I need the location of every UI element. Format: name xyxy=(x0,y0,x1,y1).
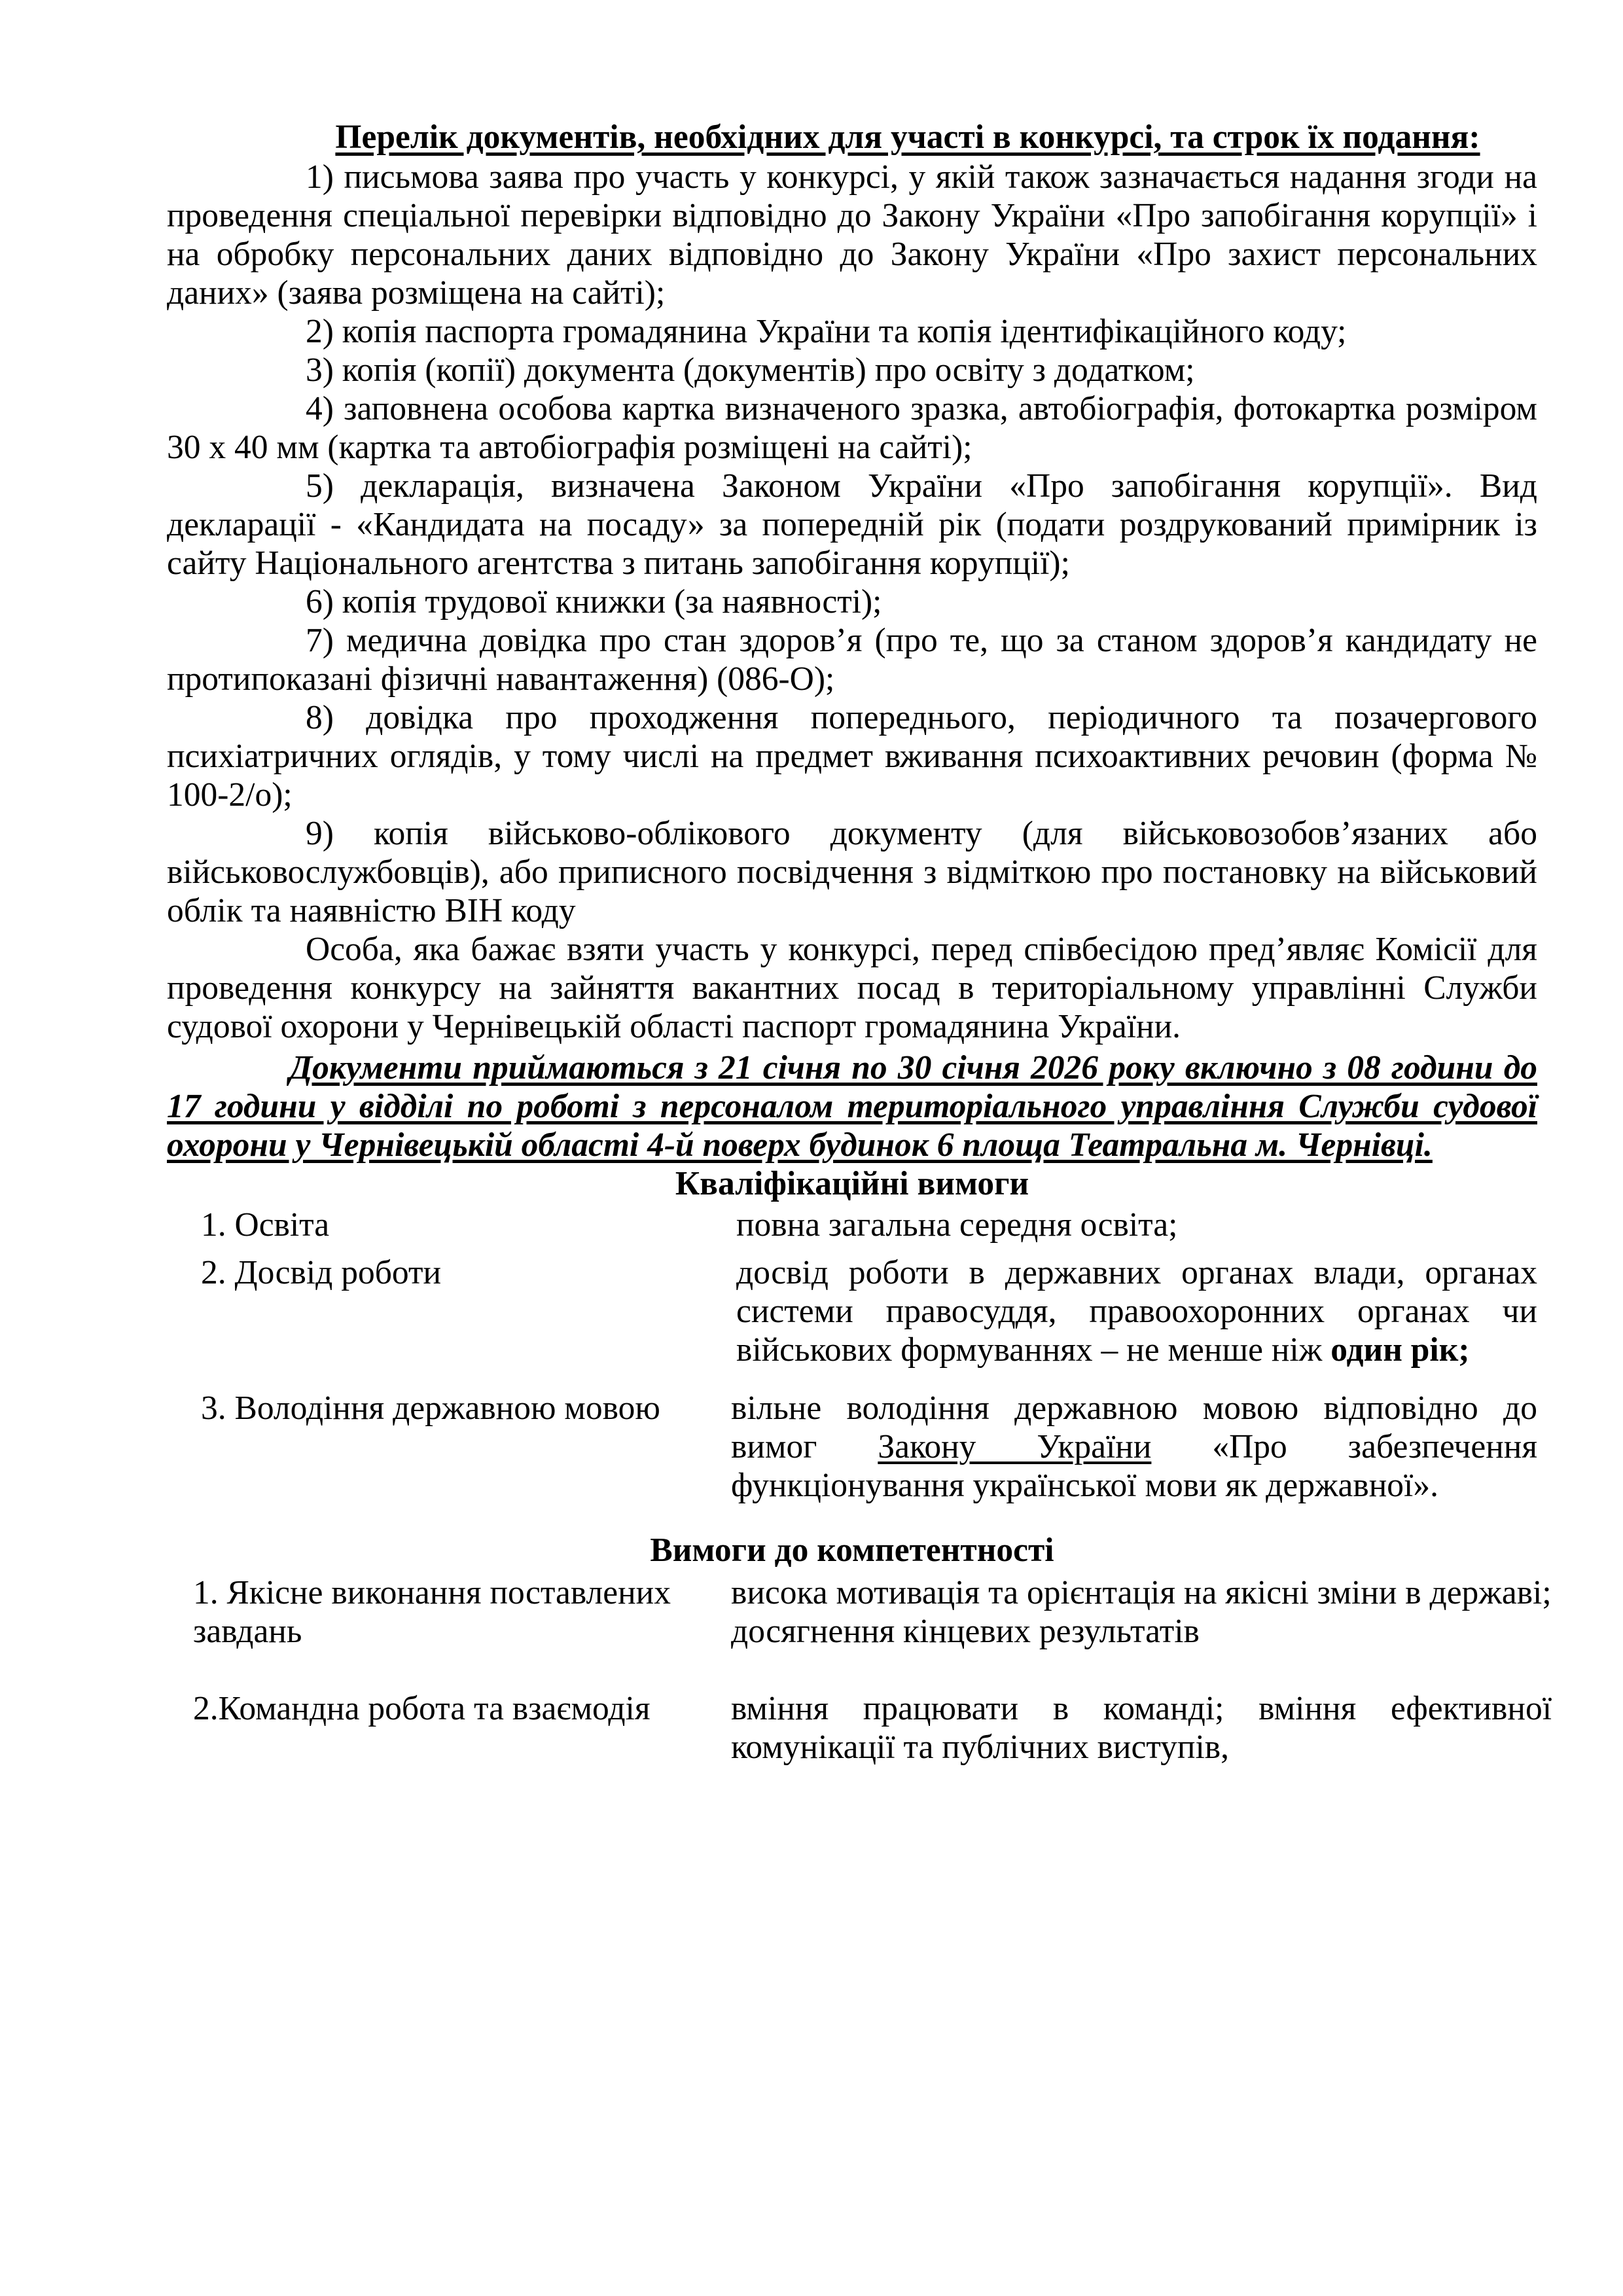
qualification-requirements-heading: Кваліфікаційні вимоги xyxy=(675,1165,1029,1202)
list-item: 8) довідка про проходження попереднього, періодичного та позачергового психіатричних оглядів, у тому числі на предмет вживання психоактивних речовин (форма № 100-2/о); xyxy=(167,699,1537,814)
competence-requirements-table xyxy=(167,1573,1552,1767)
submission-notice: Документи приймаються з 21 січня по 30 січня 2026 року включно з 08 години до 17 години у відділі по роботі з персоналом територіального управління Служби судової охорони у Чернівецькій області 4-й поверх будинок 6 площа Театральна м. Чернівці. xyxy=(167,1049,1537,1164)
requirement-value-text: вільне володіння державною мовою відповідно до вимог xyxy=(731,1390,1537,1465)
interview-note: Особа, яка бажає взяти участь у конкурсі, перед співбесідою пред’являє Комісії для проведення конкурсу на зайняття вакантних посад в територіальному управлінні Служби судової охорони у Чернівецькій області паспорт громадянина України. xyxy=(167,931,1537,1045)
requirement-row-education xyxy=(167,1206,1537,1244)
requirement-value xyxy=(731,1389,1537,1505)
competence-label: 2.Командна робота та взаємодія xyxy=(193,1690,651,1727)
requirement-label: 1. Освіта xyxy=(201,1206,330,1244)
list-item: 1) письмова заява про участь у конкурсі, у якій також зазначається надання згоди на проведення спеціальної перевірки відповідно до Закону України «Про запобігання корупції» і на обробку персональних даних відповідно до Закону України «Про захист персональних даних» (заява розміщена на сайті); xyxy=(167,158,1537,312)
requirement-label: 3. Володіння державною мовою xyxy=(201,1390,660,1427)
list-item: 3) копія (копії) документа (документів) про освіту з додатком; xyxy=(306,351,1195,389)
requirement-value-text: «Про забезпечення функціонування української мови як державної». xyxy=(731,1428,1538,1504)
requirement-row-language xyxy=(167,1389,1537,1505)
law-link[interactable]: Закону України xyxy=(878,1428,1152,1465)
requirement-value-text: досвід роботи в державних органах влади, органах системи правосуддя, правоохоронних органах чи військових формуваннях – не менше ніж xyxy=(736,1254,1537,1369)
list-item: 9) копія військово-облікового документу (для військовозобов’язаних або військовослужбовців), або приписного посвідчення з відміткою про постановку на військовий облік та наявністю ВІН коду xyxy=(167,815,1537,929)
competence-value: вміння працювати в команді; вміння ефективної комунікації та публічних виступів, xyxy=(731,1690,1552,1766)
competence-row-teamwork xyxy=(167,1689,1552,1767)
list-item: 5) декларація, визначена Законом України «Про запобігання корупції». Вид декларації - «Кандидата на посаду» за попередній рік (подати роздрукований примірник із сайту Національного агентства з питань запобігання корупції); xyxy=(167,467,1537,582)
competence-label: 1. Якісне виконання поставлених завдань xyxy=(193,1574,671,1650)
competence-value-line: висока мотивація та орієнтація на якісні зміни в державі; xyxy=(731,1574,1552,1611)
list-item: 2) копія паспорта громадянина України та копія ідентифікаційного коду; xyxy=(306,313,1347,350)
requirement-label: 2. Досвід роботи xyxy=(201,1254,442,1291)
competence-row-quality xyxy=(167,1573,1552,1651)
requirement-row-experience xyxy=(167,1253,1537,1369)
requirement-value-emphasis: один рік; xyxy=(1330,1331,1470,1369)
list-item: 6) копія трудової книжки (за наявності); xyxy=(306,583,882,620)
document-content xyxy=(167,117,1552,1767)
qualification-requirements-table xyxy=(167,1206,1537,1505)
document-title: Перелік документів, необхідних для участі в конкурсі, та строк їх подання: xyxy=(335,118,1480,156)
competence-requirements-heading: Вимоги до компетентності xyxy=(650,1532,1054,1569)
requirement-value: повна загальна середня освіта; xyxy=(736,1206,1178,1244)
documents-list xyxy=(167,158,1537,930)
list-item: 4) заповнена особова картка визначеного зразка, автобіографія, фотокартка розміром 30 х 40 мм (картка та автобіографія розміщені на сайті); xyxy=(167,390,1537,466)
competence-value xyxy=(731,1573,1552,1651)
list-item: 7) медична довідка про стан здоров’я (про те, що за станом здоров’я кандидату не протипоказані фізичні навантаження) (086-О); xyxy=(167,622,1537,698)
competence-value-line: досягнення кінцевих результатів xyxy=(731,1613,1200,1650)
requirement-value xyxy=(736,1253,1537,1369)
